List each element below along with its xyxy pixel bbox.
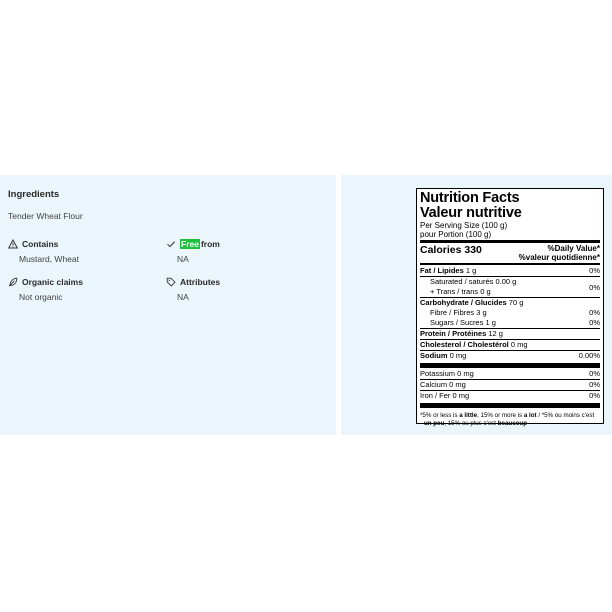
- leaf-icon: [8, 277, 18, 287]
- free-from-heading: [166, 239, 220, 249]
- footnote-part: / *5% ou moins c'est: [536, 412, 595, 419]
- sat-trans-row: [420, 276, 600, 297]
- contains-label: Contains: [22, 239, 59, 249]
- fibre-row: [420, 308, 600, 318]
- footnote-beaucoup: beaucoup: [497, 420, 527, 427]
- footnote-lot: a lot: [523, 412, 537, 419]
- iron-row: [420, 390, 600, 401]
- protein-value: 12 g: [488, 329, 503, 338]
- calcium-line: Calcium 0 mg: [420, 380, 466, 389]
- calcium-dv: 0%: [589, 380, 600, 389]
- attributes-value: NA: [177, 292, 189, 302]
- sugars-dv: 0%: [589, 318, 600, 327]
- trans-line: + Trans / trans 0 g: [430, 287, 491, 296]
- sodium-dv: 0.00%: [578, 351, 600, 360]
- serving-size-en: Per Serving Size (100 g): [420, 221, 508, 230]
- iron-dv: 0%: [589, 391, 600, 400]
- checkmark-icon: [166, 239, 176, 249]
- footnote-peu: un peu: [424, 420, 445, 427]
- divider-bar: [420, 403, 600, 408]
- sodium-row: [420, 350, 600, 361]
- organic-label: Organic claims: [22, 277, 83, 287]
- divider-bar: [420, 263, 600, 265]
- cholesterol-label: Cholesterol / Cholestérol: [420, 340, 509, 349]
- nutrition-title-en: Nutrition Facts: [420, 190, 520, 206]
- daily-value-footnote: [420, 412, 600, 428]
- saturated-line: Saturated / saturés 0.00 g: [430, 277, 517, 286]
- calories-value: 330: [464, 244, 482, 256]
- sodium-value: 0 mg: [449, 351, 467, 360]
- daily-value-header-fr: %valeur quotidienne*: [518, 253, 600, 262]
- carb-label: Carbohydrate / Glucides: [420, 298, 507, 307]
- organic-value: Not organic: [19, 292, 63, 302]
- daily-value-header-en: %Daily Value*: [547, 244, 600, 253]
- attributes-label: Attributes: [180, 277, 221, 287]
- cholesterol-row: [420, 339, 600, 350]
- footnote-part: *5% or less is: [420, 412, 460, 419]
- divider-bar: [420, 240, 600, 243]
- ingredients-title: Ingredients: [8, 189, 60, 200]
- organic-heading: [8, 277, 83, 287]
- contains-value: Mustard, Wheat: [19, 254, 79, 264]
- contains-heading: [8, 239, 58, 249]
- sugars-line: Sugars / Sucres 1 g: [430, 318, 496, 327]
- fat-label: Fat / Lipides: [420, 266, 464, 275]
- iron-line: Iron / Fer 0 mg: [420, 391, 470, 400]
- fat-value: 1 g: [465, 266, 477, 275]
- calories-row: [420, 244, 600, 262]
- tag-icon: [166, 277, 176, 287]
- fat-dv: 0%: [589, 266, 600, 275]
- free-from-value: NA: [177, 254, 189, 264]
- sugars-row: [420, 318, 600, 328]
- sat-trans-dv: 0%: [589, 282, 600, 292]
- carb-row: [420, 297, 600, 308]
- divider-bar: [420, 363, 600, 368]
- calcium-row: [420, 379, 600, 390]
- fibre-dv: 0%: [589, 308, 600, 317]
- protein-label: Protein / Protéines: [420, 329, 487, 338]
- potassium-dv: 0%: [589, 369, 600, 378]
- footnote-part: , 15% ou plus c'est: [444, 420, 498, 427]
- calories-label: Calories: [420, 244, 462, 256]
- free-badge: Free: [181, 239, 199, 249]
- nutrition-facts-table: [416, 188, 604, 427]
- sodium-label: Sodium: [420, 351, 448, 360]
- cholesterol-value: 0 mg: [510, 340, 528, 349]
- attributes-heading: [166, 277, 220, 287]
- fibre-line: Fibre / Fibres 3 g: [430, 308, 487, 317]
- carb-value: 70 g: [508, 298, 524, 307]
- fat-row: [420, 266, 600, 276]
- footnote-little: a little: [459, 412, 478, 419]
- potassium-line: Potassium 0 mg: [420, 369, 474, 378]
- free-from-label: from: [200, 239, 220, 249]
- warning-triangle-icon: [8, 239, 18, 249]
- nutrition-title-fr: Valeur nutritive: [420, 205, 522, 221]
- protein-row: [420, 328, 600, 339]
- serving-size-fr: pour Portion (100 g): [420, 230, 492, 239]
- ingredients-text: Tender Wheat Flour: [8, 211, 83, 221]
- potassium-row: [420, 369, 600, 379]
- footnote-part: , 15% or more is: [477, 412, 524, 419]
